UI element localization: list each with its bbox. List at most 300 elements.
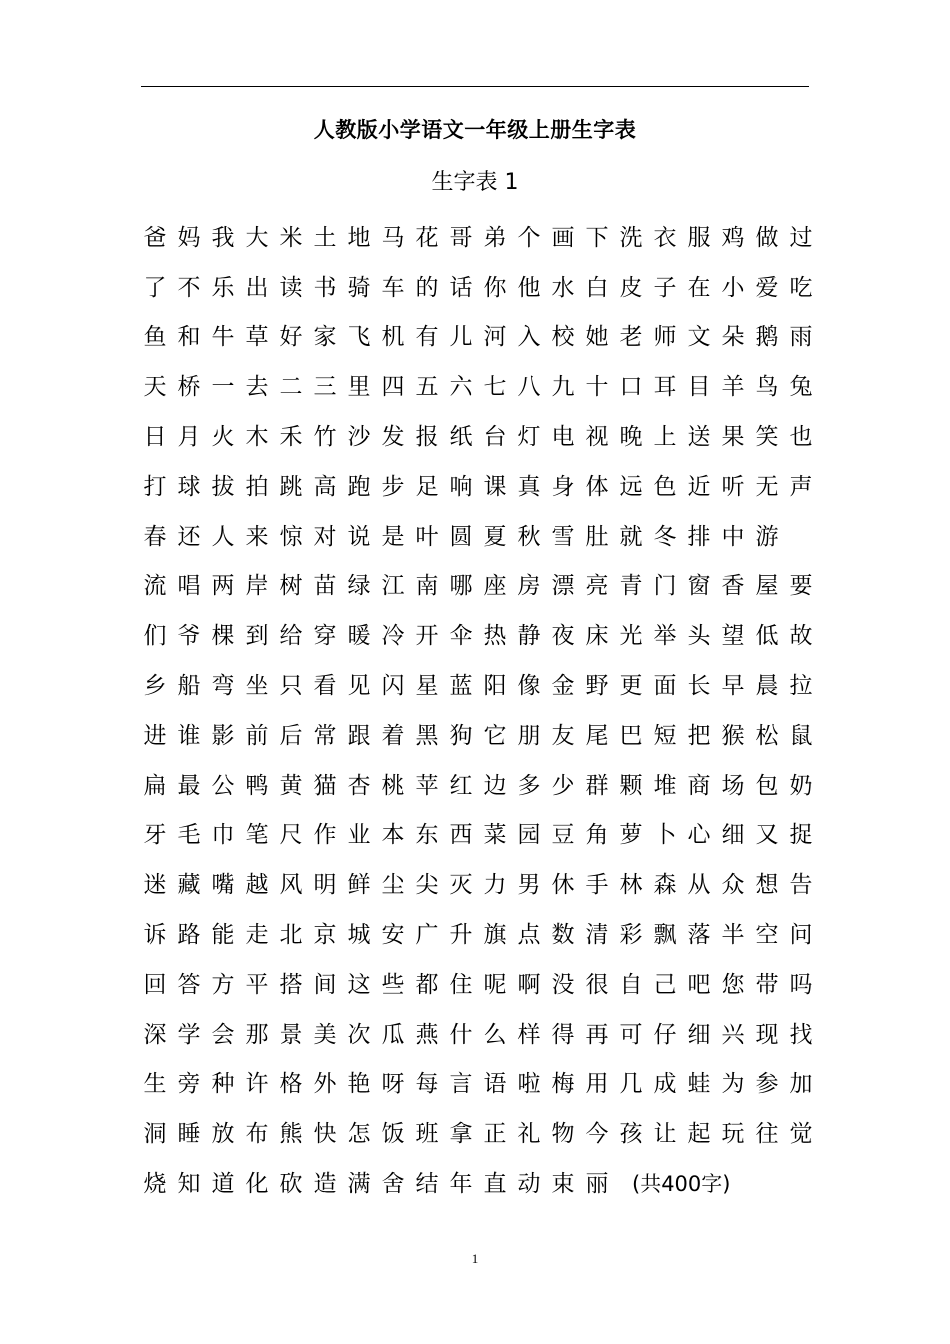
character-cell: 鸭: [245, 772, 269, 799]
character-cell: 球: [177, 473, 201, 500]
character-cell: 起: [687, 1121, 711, 1148]
character-cell: 真: [517, 473, 541, 500]
character-cell: 扁: [143, 772, 167, 799]
character-cell: 水: [551, 274, 575, 301]
character-cell: 金: [551, 673, 575, 700]
character-cell: 参: [755, 1071, 779, 1098]
character-cell: 学: [177, 1021, 201, 1048]
character-cell: 言: [449, 1071, 473, 1098]
character-cell: 饭: [381, 1121, 405, 1148]
character-cell: 羊: [721, 374, 745, 401]
character-cell: 路: [177, 922, 201, 949]
character-cell: 巴: [619, 722, 643, 749]
character-cell: 青: [619, 573, 643, 600]
character-cell: 吃: [789, 274, 813, 301]
character-cell: 暖: [347, 623, 371, 650]
total-count-note: (共400字): [632, 1172, 731, 1197]
character-cell: 好: [279, 324, 303, 351]
character-cell: 啊: [517, 971, 541, 998]
character-cell: 中: [721, 523, 745, 550]
character-cell: 飘: [653, 922, 677, 949]
character-cell: 我: [211, 224, 235, 251]
character-cell: 落: [687, 922, 711, 949]
character-cell: 布: [245, 1121, 269, 1148]
character-cell: 做: [755, 224, 779, 251]
character-cell: 巾: [211, 822, 235, 849]
character-cell: 带: [755, 971, 779, 998]
character-cell: 过: [789, 224, 813, 251]
character-cell: 光: [619, 623, 643, 650]
character-cell: 车: [381, 274, 405, 301]
character-cell: 亮: [585, 573, 609, 600]
character-cell: 尾: [585, 722, 609, 749]
character-cell: 东: [415, 822, 439, 849]
character-cell: 公: [211, 772, 235, 799]
character-cell: 机: [381, 324, 405, 351]
character-cell: 前: [245, 722, 269, 749]
character-cell: 树: [279, 573, 303, 600]
character-cell: 今: [585, 1121, 609, 1148]
character-cell: 口: [619, 374, 643, 401]
character-cell: 细: [721, 822, 745, 849]
character-cell: 目: [687, 374, 711, 401]
character-cell: 肚: [585, 523, 609, 550]
character-cell: 圆: [449, 523, 473, 550]
character-cell: 朵: [721, 324, 745, 351]
character-cell: 香: [721, 573, 745, 600]
character-cell: 鹅: [755, 324, 779, 351]
character-row: [138, 1060, 828, 1110]
character-cell: 棵: [211, 623, 235, 650]
character-cell: 鸡: [721, 224, 745, 251]
character-cell: 果: [721, 424, 745, 451]
character-cell: 冬: [653, 523, 677, 550]
character-cell: 毛: [177, 822, 201, 849]
character-cell: 什: [449, 1021, 473, 1048]
character-cell: 屋: [755, 573, 779, 600]
character-cell: 怎: [347, 1121, 371, 1148]
character-cell: 牙: [143, 822, 167, 849]
character-cell: 体: [585, 473, 609, 500]
character-grid: [138, 213, 828, 1209]
character-cell: 星: [415, 673, 439, 700]
character-cell: 船: [177, 673, 201, 700]
character-cell: 舍: [381, 1171, 405, 1198]
character-cell: 那: [245, 1021, 269, 1048]
character-cell: 礼: [517, 1121, 541, 1148]
character-cell: 答: [177, 971, 201, 998]
character-cell: 一: [211, 374, 235, 401]
character-cell: 日: [143, 424, 167, 451]
character-row: [138, 860, 828, 910]
character-cell: 房: [517, 573, 541, 600]
character-row: [138, 213, 828, 263]
character-cell: 动: [517, 1171, 541, 1198]
character-cell: 艳: [347, 1071, 371, 1098]
character-cell: 晨: [755, 673, 779, 700]
character-cell: 颗: [619, 772, 643, 799]
character-cell: 格: [279, 1071, 303, 1098]
character-cell: 明: [313, 872, 337, 899]
character-cell: 角: [585, 822, 609, 849]
character-cell: 出: [245, 274, 269, 301]
character-cell: 电: [551, 424, 575, 451]
character-cell: 十: [585, 374, 609, 401]
character-cell: 吧: [687, 971, 711, 998]
character-row: [138, 1159, 828, 1209]
character-cell: 蓝: [449, 673, 473, 700]
character-cell: 空: [755, 922, 779, 949]
character-cell: 儿: [449, 324, 473, 351]
character-cell: 话: [449, 274, 473, 301]
character-row: [138, 362, 828, 412]
character-cell: 高: [313, 473, 337, 500]
character-cell: 沙: [347, 424, 371, 451]
character-cell: 友: [551, 722, 575, 749]
character-cell: 会: [211, 1021, 235, 1048]
character-row: [138, 611, 828, 661]
character-cell: 苗: [313, 573, 337, 600]
character-cell: 们: [143, 623, 167, 650]
character-cell: 晚: [619, 424, 643, 451]
character-cell: 兔: [789, 374, 813, 401]
character-cell: 业: [347, 822, 371, 849]
character-cell: 闪: [381, 673, 405, 700]
character-cell: 声: [789, 473, 813, 500]
character-cell: 乐: [211, 274, 235, 301]
character-cell: 火: [211, 424, 235, 451]
character-cell: 爷: [177, 623, 201, 650]
character-cell: 绿: [347, 573, 371, 600]
character-cell: 告: [789, 872, 813, 899]
character-cell: 要: [789, 573, 813, 600]
character-cell: 乡: [143, 673, 167, 700]
character-cell: 下: [585, 224, 609, 251]
character-cell: 少: [551, 772, 575, 799]
character-cell: 和: [177, 324, 201, 351]
page-number: 1: [471, 1251, 479, 1266]
character-cell: 迷: [143, 872, 167, 899]
character-cell: 力: [483, 872, 507, 899]
character-cell: 语: [483, 1071, 507, 1098]
character-cell: 漂: [551, 573, 575, 600]
document-title: 人教版小学语文一年级上册生字表: [313, 118, 637, 142]
character-cell: 更: [619, 673, 643, 700]
character-cell: 嘴: [211, 872, 235, 899]
character-cell: 送: [687, 424, 711, 451]
character-cell: 色: [653, 473, 677, 500]
character-cell: 能: [211, 922, 235, 949]
character-cell: 住: [449, 971, 473, 998]
character-cell: 八: [517, 374, 541, 401]
character-cell: 六: [449, 374, 473, 401]
character-cell: 再: [585, 1021, 609, 1048]
character-cell: 骑: [347, 274, 371, 301]
character-cell: 对: [313, 523, 337, 550]
character-cell: 很: [585, 971, 609, 998]
character-cell: 旗: [483, 922, 507, 949]
character-cell: 加: [789, 1071, 813, 1098]
character-cell: 广: [415, 922, 439, 949]
character-cell: 人: [211, 523, 235, 550]
character-cell: 间: [313, 971, 337, 998]
character-cell: 四: [381, 374, 405, 401]
character-cell: 深: [143, 1021, 167, 1048]
character-cell: 后: [279, 722, 303, 749]
character-cell: 游: [755, 523, 779, 550]
character-row: [138, 910, 828, 960]
character-cell: 瓜: [381, 1021, 405, 1048]
section-title: 生字表 1: [431, 170, 519, 195]
character-cell: 窗: [687, 573, 711, 600]
character-cell: 进: [143, 722, 167, 749]
character-cell: 松: [755, 722, 779, 749]
character-cell: 夜: [551, 623, 575, 650]
character-cell: 己: [653, 971, 677, 998]
character-cell: 种: [211, 1071, 235, 1098]
character-cell: 梅: [551, 1071, 575, 1098]
character-cell: 禾: [279, 424, 303, 451]
character-cell: 样: [517, 1021, 541, 1048]
character-cell: 弯: [211, 673, 235, 700]
character-cell: 耳: [653, 374, 677, 401]
character-cell: 拔: [211, 473, 235, 500]
character-row: [138, 562, 828, 612]
character-cell: 心: [687, 822, 711, 849]
character-cell: 听: [721, 473, 745, 500]
character-cell: 旁: [177, 1071, 201, 1098]
character-cell: 方: [211, 971, 235, 998]
character-cell: 让: [653, 1121, 677, 1148]
character-cell: 家: [313, 324, 337, 351]
character-cell: 可: [619, 1021, 643, 1048]
character-cell: 包: [755, 772, 779, 799]
character-cell: 老: [619, 324, 643, 351]
character-cell: 雪: [551, 523, 575, 550]
character-cell: 像: [517, 673, 541, 700]
character-cell: 画: [551, 224, 575, 251]
character-cell: 身: [551, 473, 575, 500]
character-cell: 草: [245, 324, 269, 351]
character-cell: 夏: [483, 523, 507, 550]
character-cell: 诉: [143, 922, 167, 949]
character-cell: 远: [619, 473, 643, 500]
character-cell: 化: [245, 1171, 269, 1198]
character-cell: 常: [313, 722, 337, 749]
character-cell: 走: [245, 922, 269, 949]
character-cell: 城: [347, 922, 371, 949]
character-cell: 兴: [721, 1021, 745, 1048]
character-cell: 七: [483, 374, 507, 401]
character-cell: 这: [347, 971, 371, 998]
character-cell: 清: [585, 922, 609, 949]
character-row: [138, 313, 828, 363]
character-row: [138, 761, 828, 811]
character-cell: 伞: [449, 623, 473, 650]
character-cell: 竹: [313, 424, 337, 451]
character-cell: 朋: [517, 722, 541, 749]
character-cell: 爱: [755, 274, 779, 301]
header-rule: [141, 86, 809, 87]
character-cell: 台: [483, 424, 507, 451]
character-cell: 自: [619, 971, 643, 998]
character-cell: 足: [415, 473, 439, 500]
character-cell: 里: [347, 374, 371, 401]
character-cell: 道: [211, 1171, 235, 1198]
character-cell: 有: [415, 324, 439, 351]
character-cell: 点: [517, 922, 541, 949]
character-cell: 班: [415, 1121, 439, 1148]
character-cell: 蛙: [687, 1071, 711, 1098]
character-cell: 造: [313, 1171, 337, 1198]
character-cell: 都: [415, 971, 439, 998]
character-cell: 只: [279, 673, 303, 700]
character-cell: 上: [653, 424, 677, 451]
character-cell: 她: [585, 324, 609, 351]
character-cell: 服: [687, 224, 711, 251]
character-cell: 唱: [177, 573, 201, 600]
character-cell: 小: [721, 274, 745, 301]
character-cell: 座: [483, 573, 507, 600]
character-cell: 书: [313, 274, 337, 301]
character-cell: 视: [585, 424, 609, 451]
character-cell: 狗: [449, 722, 473, 749]
character-cell: 呢: [483, 971, 507, 998]
character-cell: 满: [347, 1171, 371, 1198]
character-cell: 师: [653, 324, 677, 351]
character-cell: 你: [483, 274, 507, 301]
character-cell: 物: [551, 1121, 575, 1148]
character-cell: 天: [143, 374, 167, 401]
character-cell: 放: [211, 1121, 235, 1148]
character-cell: 打: [143, 473, 167, 500]
character-row: [138, 512, 828, 562]
character-cell: 吗: [789, 971, 813, 998]
character-cell: 爸: [143, 224, 167, 251]
character-cell: 江: [381, 573, 405, 600]
character-cell: 把: [687, 722, 711, 749]
character-cell: 的: [415, 274, 439, 301]
character-cell: 细: [687, 1021, 711, 1048]
character-cell: 了: [143, 274, 167, 301]
character-cell: 菜: [483, 822, 507, 849]
character-cell: 开: [415, 623, 439, 650]
character-cell: 许: [245, 1071, 269, 1098]
character-cell: 着: [381, 722, 405, 749]
character-row: [138, 661, 828, 711]
character-cell: 用: [585, 1071, 609, 1098]
character-cell: 回: [143, 971, 167, 998]
character-cell: 来: [245, 523, 269, 550]
character-cell: 牛: [211, 324, 235, 351]
character-cell: 哥: [449, 224, 473, 251]
character-cell: 故: [789, 623, 813, 650]
character-cell: 野: [585, 673, 609, 700]
character-cell: 去: [245, 374, 269, 401]
character-cell: 孩: [619, 1121, 643, 1148]
character-cell: 林: [619, 872, 643, 899]
character-row: [138, 263, 828, 313]
character-cell: 拍: [245, 473, 269, 500]
character-cell: 他: [517, 274, 541, 301]
character-cell: 北: [279, 922, 303, 949]
character-cell: 生: [143, 1071, 167, 1098]
character-cell: 问: [789, 922, 813, 949]
character-cell: 京: [313, 922, 337, 949]
character-cell: 拉: [789, 673, 813, 700]
character-cell: 阳: [483, 673, 507, 700]
character-cell: 安: [381, 922, 405, 949]
character-cell: 坐: [245, 673, 269, 700]
character-cell: 为: [721, 1071, 745, 1098]
character-cell: 两: [211, 573, 235, 600]
character-cell: 不: [177, 274, 201, 301]
character-cell: 几: [619, 1071, 643, 1098]
character-row: [138, 960, 828, 1010]
character-cell: 鼠: [789, 722, 813, 749]
character-cell: 结: [415, 1171, 439, 1198]
character-cell: 场: [721, 772, 745, 799]
character-cell: 冷: [381, 623, 405, 650]
character-cell: 豆: [551, 822, 575, 849]
character-cell: 风: [279, 872, 303, 899]
character-cell: 群: [585, 772, 609, 799]
character-cell: 衣: [653, 224, 677, 251]
character-cell: 卜: [653, 822, 677, 849]
character-cell: 望: [721, 623, 745, 650]
character-cell: 尖: [415, 872, 439, 899]
character-cell: 知: [177, 1171, 201, 1198]
character-cell: 杏: [347, 772, 371, 799]
character-cell: 马: [381, 224, 405, 251]
character-cell: 岸: [245, 573, 269, 600]
character-cell: 弟: [483, 224, 507, 251]
character-cell: 响: [449, 473, 473, 500]
character-cell: 无: [755, 473, 779, 500]
character-cell: 奶: [789, 772, 813, 799]
character-cell: 数: [551, 922, 575, 949]
character-cell: 河: [483, 324, 507, 351]
character-cell: 森: [653, 872, 677, 899]
character-cell: 个: [517, 224, 541, 251]
character-cell: 就: [619, 523, 643, 550]
character-cell: 发: [381, 424, 405, 451]
character-cell: 影: [211, 722, 235, 749]
character-cell: 半: [721, 922, 745, 949]
character-cell: 五: [415, 374, 439, 401]
character-cell: 它: [483, 722, 507, 749]
character-cell: 尺: [279, 822, 303, 849]
character-row: [138, 462, 828, 512]
character-cell: 想: [755, 872, 779, 899]
character-cell: 越: [245, 872, 269, 899]
character-cell: 雨: [789, 324, 813, 351]
character-cell: 黄: [279, 772, 303, 799]
character-cell: 本: [381, 822, 405, 849]
character-row: [138, 711, 828, 761]
character-cell: 搭: [279, 971, 303, 998]
character-cell: 景: [279, 1021, 303, 1048]
character-cell: 笔: [245, 822, 269, 849]
character-cell: 红: [449, 772, 473, 799]
character-cell: 猴: [721, 722, 745, 749]
character-cell: 找: [789, 1021, 813, 1048]
character-cell: 休: [551, 872, 575, 899]
character-cell: 猫: [313, 772, 337, 799]
character-row: [138, 1010, 828, 1060]
character-cell: 举: [653, 623, 677, 650]
character-cell: 跑: [347, 473, 371, 500]
